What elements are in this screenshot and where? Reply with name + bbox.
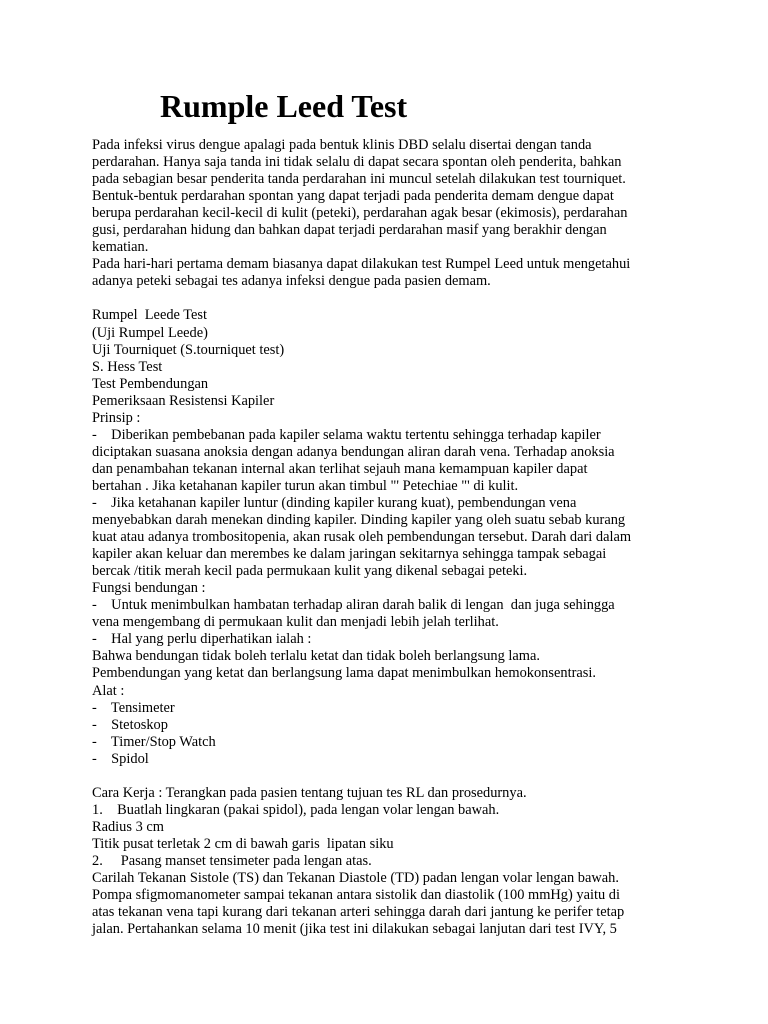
- text-line: Cara Kerja : Terangkan pada pasien tentang tujuan tes RL dan prosedurnya.: [92, 784, 527, 801]
- text-line: Pemeriksaan Resistensi Kapiler: [92, 392, 275, 409]
- text-line: - Diberikan pembebanan pada kapiler selama waktu tertentu sehingga terhadap kapiler: [92, 426, 601, 443]
- text-line: - Tensimeter: [92, 699, 175, 716]
- text-line: Bentuk-bentuk perdarahan spontan yang dapat terjadi pada penderita demam dengue dapat: [92, 188, 614, 205]
- document-title: Rumple Leed Test: [160, 88, 408, 124]
- text-line: - Untuk menimbulkan hambatan terhadap aliran darah balik di lengan dan juga sehingga: [92, 597, 615, 614]
- text-line: Pompa sfigmomanometer sampai tekanan antara sistolik dan diastolik (100 mmHg) yaitu di: [92, 887, 620, 904]
- text-line: atas tekanan vena tapi kurang dari tekanan arteri sehingga darah dari jantung ke perifer tetap: [92, 904, 625, 921]
- text-line: - Spidol: [92, 750, 149, 767]
- text-line: [92, 768, 692, 785]
- text-line: S. Hess Test: [92, 358, 163, 375]
- text-line: kematian.: [92, 239, 149, 256]
- text-line: bercak /titik merah kecil pada permukaan kulit yang dikenal sebagai peteki.: [92, 563, 528, 580]
- text-line: Uji Tourniquet (S.tourniquet test): [92, 341, 285, 358]
- text-line: berupa perdarahan kecil-kecil di kulit (peteki), perdarahan agak besar (ekimosis), perdarahan: [92, 205, 628, 222]
- text-line: - Jika ketahanan kapiler luntur (dinding kapiler kurang kuat), pembendungan vena: [92, 494, 577, 511]
- text-line: diciptakan suasana anoksia dengan adanya bendungan aliran darah vena. Terhadap anoksia: [92, 443, 615, 460]
- text-line: - Stetoskop: [92, 716, 168, 733]
- text-line: [92, 290, 692, 307]
- text-line: (Uji Rumpel Leede): [92, 324, 208, 341]
- text-line: perdarahan. Hanya saja tanda ini tidak selalu di dapat secara spontan oleh penderita, bahkan: [92, 154, 622, 171]
- text-line: Test Pembendungan: [92, 375, 209, 392]
- text-line: kapiler akan keluar dan merembes ke dalam jaringan sekitarnya sehingga tampak sebagai: [92, 546, 607, 563]
- text-line: dan penambahan tekanan internal akan terlihat sejauh mana kemampuan kapiler dapat: [92, 460, 588, 477]
- text-line: 2. Pasang manset tensimeter pada lengan atas.: [92, 852, 372, 869]
- text-line: menyebabkan darah menekan dinding kapiler. Dinding kapiler yang oleh suatu sebab kurang: [92, 512, 626, 529]
- text-line: Prinsip :: [92, 409, 141, 426]
- text-line: pada sebagian besar penderita tanda perdarahan ini muncul setelah dilakukan test tourniquet.: [92, 171, 626, 188]
- text-line: gusi, perdarahan hidung dan bahkan dapat terjadi perdarahan masif yang berakhir dengan: [92, 222, 607, 239]
- text-line: Bahwa bendungan tidak boleh terlalu ketat dan tidak boleh berlangsung lama.: [92, 648, 540, 665]
- text-line: Titik pusat terletak 2 cm di bawah garis lipatan siku: [92, 835, 394, 852]
- text-line: vena mengembang di permukaan kulit dan menjadi lebih jelah terlihat.: [92, 614, 499, 631]
- text-line: Radius 3 cm: [92, 818, 164, 835]
- text-line: adanya peteki sebagai tes adanya infeksi dengue pada pasien demam.: [92, 273, 491, 290]
- text-line: - Timer/Stop Watch: [92, 733, 216, 750]
- text-line: - Hal yang perlu diperhatikan ialah :: [92, 631, 312, 648]
- text-line: Rumpel Leede Test: [92, 307, 208, 324]
- text-line: jalan. Pertahankan selama 10 menit (jika test ini dilakukan sebagai lanjutan dari test IVY, 5: [92, 921, 617, 938]
- text-line: Carilah Tekanan Sistole (TS) dan Tekanan Diastole (TD) padan lengan volar lengan bawah.: [92, 870, 619, 887]
- text-line: Pada hari-hari pertama demam biasanya dapat dilakukan test Rumpel Leed untuk mengetahui: [92, 256, 631, 273]
- text-line: Pembendungan yang ketat dan berlangsung lama dapat menimbulkan hemokonsentrasi.: [92, 665, 596, 682]
- document-body: [92, 137, 692, 938]
- text-line: bertahan . Jika ketahanan kapiler turun akan timbul "' Petechiae "' di kulit.: [92, 477, 519, 494]
- text-line: kuat atau adanya trombositopenia, akan rusak oleh pembendungan tersebut. Darah dari dalam: [92, 529, 632, 546]
- text-line: 1. Buatlah lingkaran (pakai spidol), pada lengan volar lengan bawah.: [92, 801, 500, 818]
- text-line: Fungsi bendungan :: [92, 580, 206, 597]
- text-line: Alat :: [92, 682, 125, 699]
- text-line: Pada infeksi virus dengue apalagi pada bentuk klinis DBD selalu disertai dengan tanda: [92, 137, 592, 153]
